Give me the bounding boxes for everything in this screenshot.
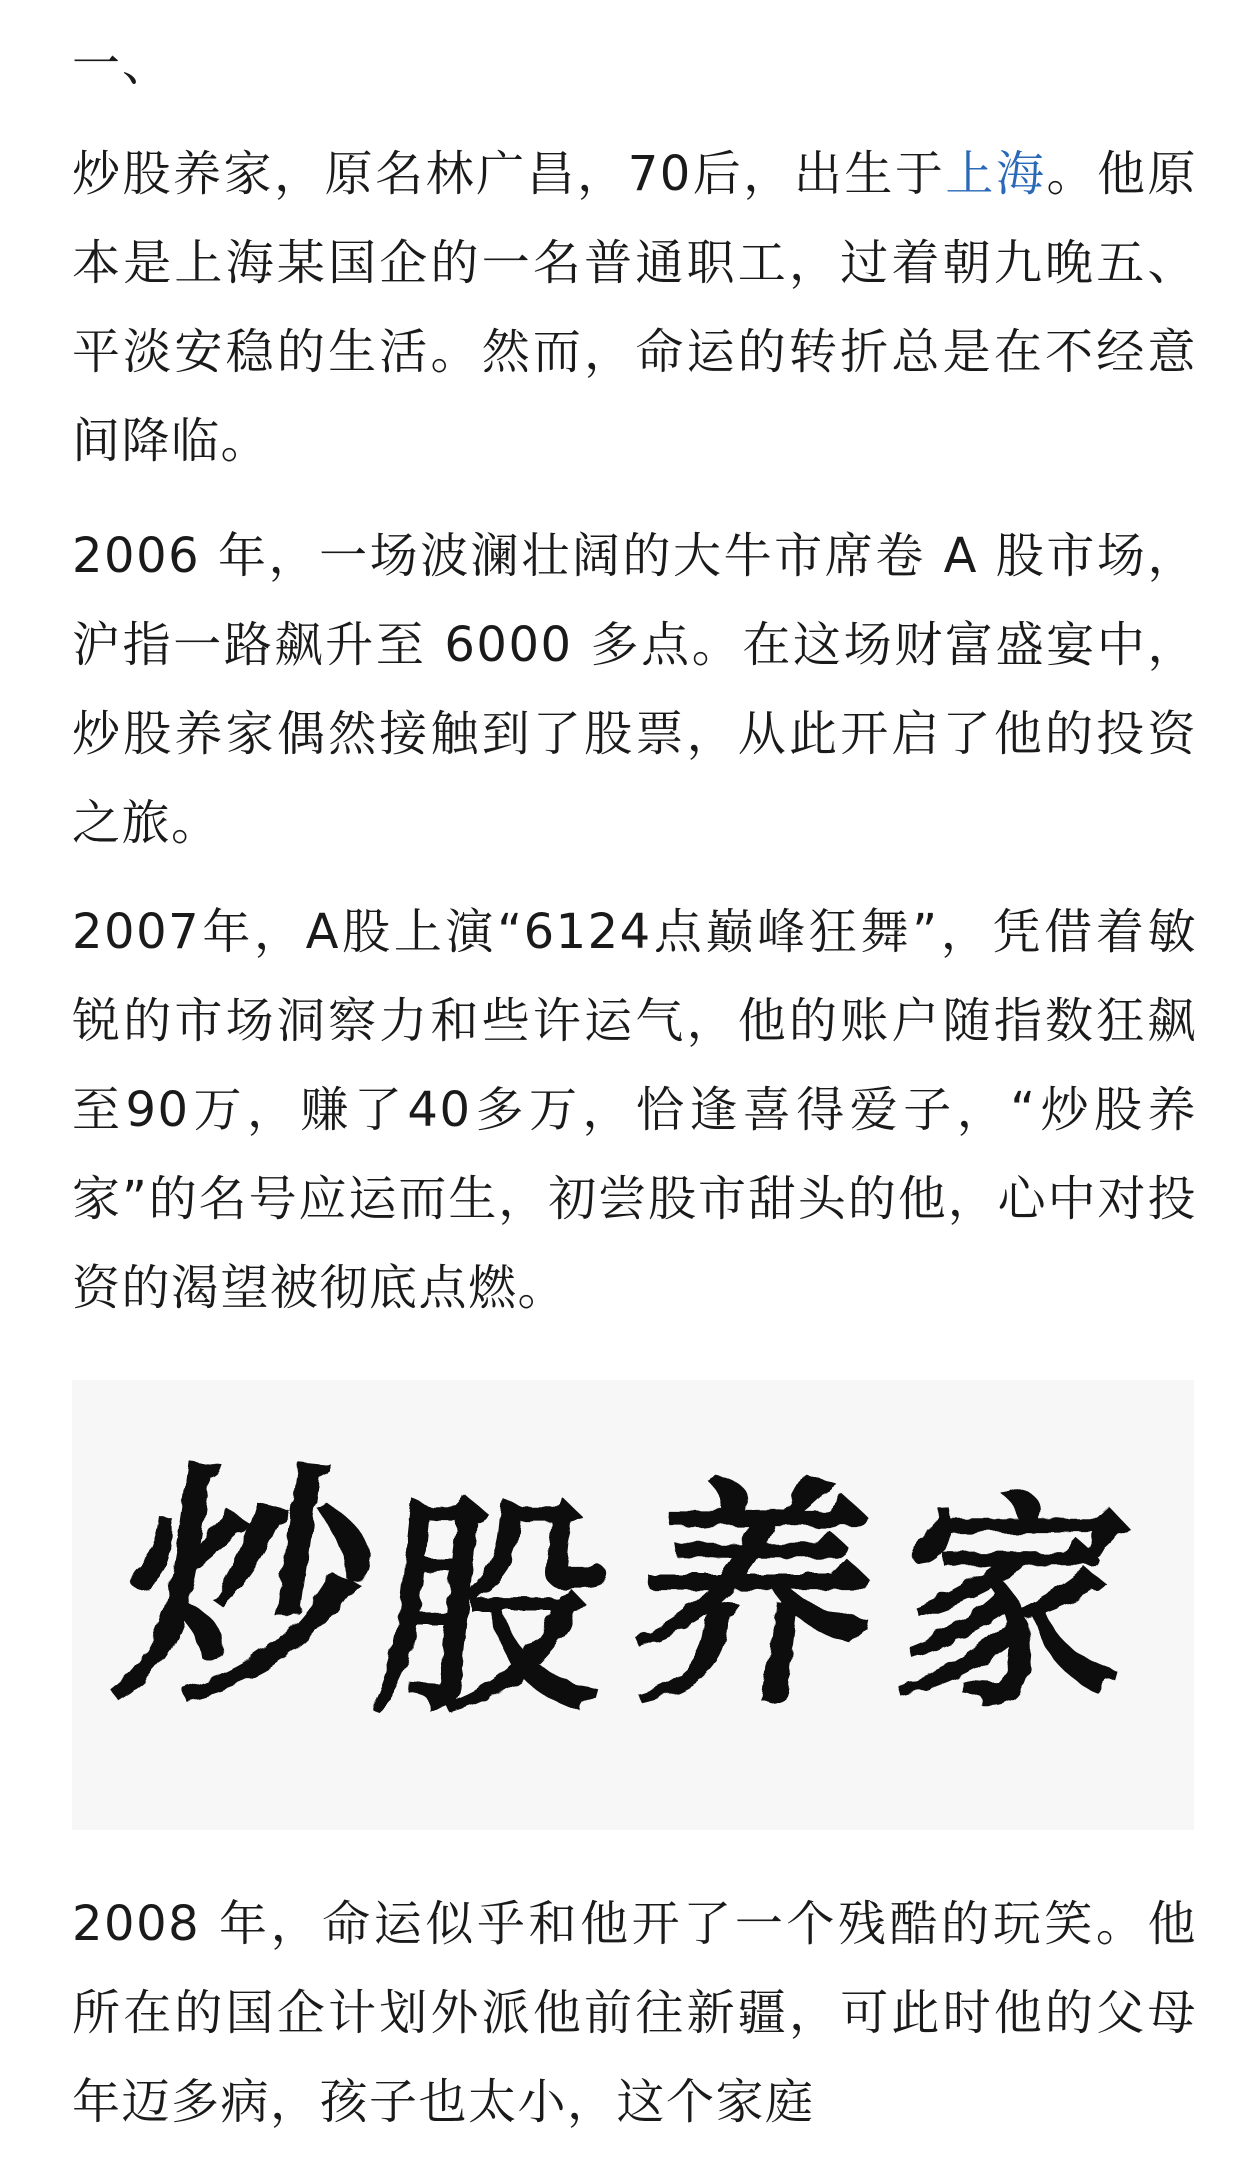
calligraphy-char-3: 养	[618, 1454, 893, 1737]
link-shanghai[interactable]: 上海	[945, 146, 1047, 202]
calligraphy-char-4: 家	[884, 1469, 1143, 1740]
paragraph-intro	[72, 130, 1197, 486]
calligraphy-char-1: 炒	[102, 1441, 394, 1735]
calligraphy-image	[72, 1380, 1194, 1830]
paragraph-intro-text-before: 炒股养家，原名林广昌，70后，出生于	[72, 146, 946, 202]
heading-number: 一、	[72, 36, 173, 92]
paragraph-2006: 2006 年，一场波澜壮阔的大牛市席卷 A 股市场，沪指一路飙升至 6000 多点。在这场财富盛宴中，炒股养家偶然接触到了股票，从此开启了他的投资之旅。	[72, 528, 1197, 851]
paragraph-2008: 2008 年，命运似乎和他开了一个残酷的玩笑。他所在的国企计划外派他前往新疆，可此时他的父母年迈多病，孩子也太小，这个家庭	[72, 1896, 1197, 2130]
paragraph-intro-text-after: 。他原本是上海某国企的一名普通职工，过着朝九晚五、平淡安稳的生活。然而，命运的转折总是在不经意间降临。	[72, 146, 1197, 469]
calligraphy-char-2: 股	[363, 1474, 623, 1745]
paragraph-2007: 2007年，A股上演“6124点巅峰狂舞”，凭借着敏锐的市场洞察力和些许运气，他的账户随指数狂飙至90万，赚了40多万，恰逢喜得爱子，“炒股养家”的名号应运而生，初尝股市甜头的他，心中对投资的渴望被彻底点燃。	[72, 904, 1197, 1316]
calligraphy-artwork	[72, 1380, 1194, 1830]
